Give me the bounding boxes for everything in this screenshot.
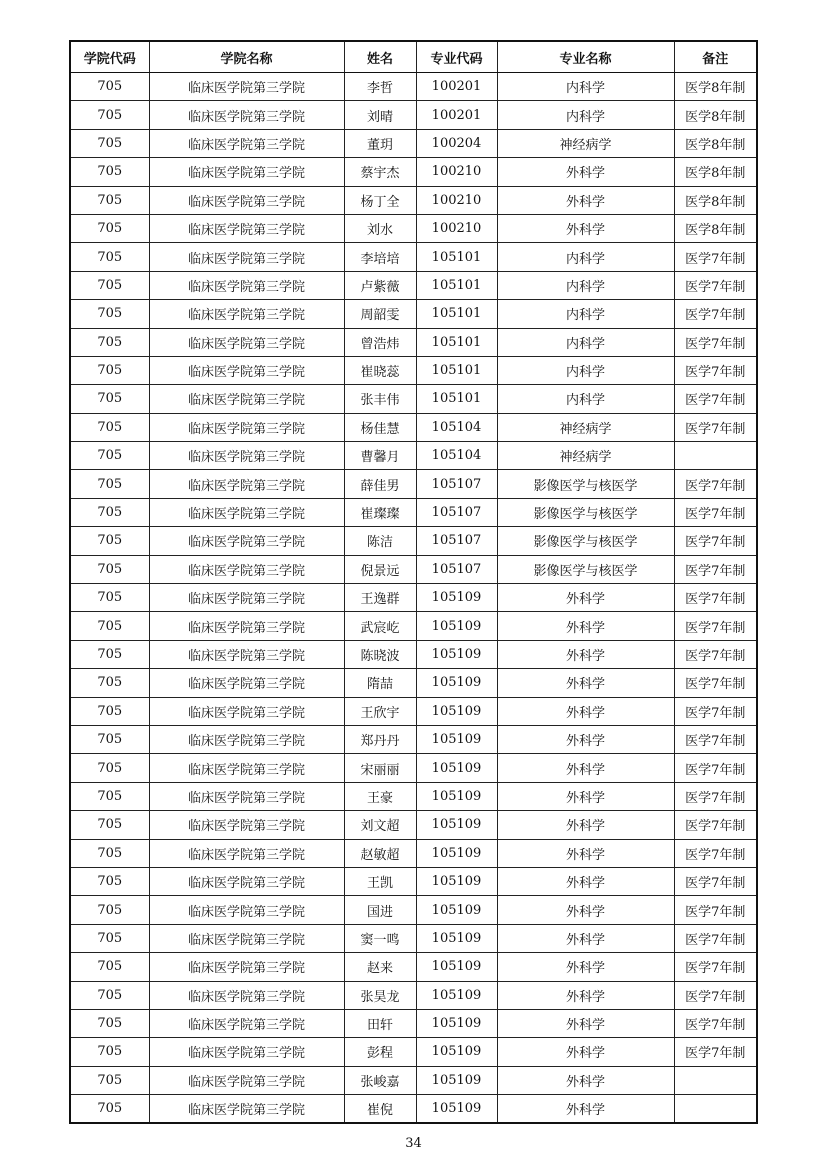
major-code-cell: 105109: [416, 782, 497, 810]
major-code-cell: 105109: [416, 1009, 497, 1037]
student-name-cell: 彭程: [344, 1038, 416, 1066]
major-name-cell: 外科学: [497, 867, 674, 895]
remarks-cell: 医学8年制: [674, 158, 757, 186]
student-name-cell: 董玥: [344, 129, 416, 157]
major-name-cell: 外科学: [497, 214, 674, 242]
college-code-cell: 705: [70, 356, 149, 384]
major-name-cell: 内科学: [497, 356, 674, 384]
major-code-cell: 105101: [416, 356, 497, 384]
major-name-cell: 内科学: [497, 271, 674, 299]
table-row: [70, 470, 757, 498]
student-name-cell: 张昊龙: [344, 981, 416, 1009]
college-name-cell: 临床医学院第三学院: [149, 73, 344, 101]
college-code-cell: 705: [70, 867, 149, 895]
college-name-cell: 临床医学院第三学院: [149, 782, 344, 810]
remarks-cell: 医学7年制: [674, 356, 757, 384]
student-name-cell: 周韶雯: [344, 300, 416, 328]
remarks-cell: 医学7年制: [674, 981, 757, 1009]
remarks-cell: 医学7年制: [674, 924, 757, 952]
major-code-cell: 105109: [416, 725, 497, 753]
major-name-cell: 神经病学: [497, 129, 674, 157]
table-row: [70, 129, 757, 157]
college-code-cell: 705: [70, 924, 149, 952]
header-college-name: 学院名称: [149, 41, 344, 73]
table-row: [70, 669, 757, 697]
remarks-cell: 医学7年制: [674, 953, 757, 981]
major-name-cell: 外科学: [497, 782, 674, 810]
major-name-cell: 内科学: [497, 300, 674, 328]
student-name-cell: 张峻嘉: [344, 1066, 416, 1094]
remarks-cell: 医学8年制: [674, 129, 757, 157]
college-name-cell: 临床医学院第三学院: [149, 754, 344, 782]
table-row: [70, 271, 757, 299]
student-name-cell: 崔倪: [344, 1095, 416, 1124]
major-name-cell: 影像医学与核医学: [497, 527, 674, 555]
table-body: [70, 73, 757, 1124]
major-name-cell: 外科学: [497, 1038, 674, 1066]
student-name-cell: 卢紫薇: [344, 271, 416, 299]
college-name-cell: 临床医学院第三学院: [149, 725, 344, 753]
table-row: [70, 73, 757, 101]
college-code-cell: 705: [70, 811, 149, 839]
major-code-cell: 105101: [416, 243, 497, 271]
college-code-cell: 705: [70, 186, 149, 214]
major-code-cell: 105109: [416, 839, 497, 867]
college-name-cell: 临床医学院第三学院: [149, 527, 344, 555]
major-name-cell: 外科学: [497, 1066, 674, 1094]
college-name-cell: 临床医学院第三学院: [149, 1038, 344, 1066]
major-code-cell: 105109: [416, 754, 497, 782]
student-name-cell: 王豪: [344, 782, 416, 810]
table-row: [70, 754, 757, 782]
major-code-cell: 100204: [416, 129, 497, 157]
major-code-cell: 105109: [416, 924, 497, 952]
college-code-cell: 705: [70, 640, 149, 668]
table-row: [70, 527, 757, 555]
major-name-cell: 外科学: [497, 725, 674, 753]
college-name-cell: 临床医学院第三学院: [149, 1066, 344, 1094]
college-code-cell: 705: [70, 697, 149, 725]
college-code-cell: 705: [70, 385, 149, 413]
college-name-cell: 临床医学院第三学院: [149, 356, 344, 384]
major-name-cell: 外科学: [497, 839, 674, 867]
student-name-cell: 杨佳慧: [344, 413, 416, 441]
major-code-cell: 105109: [416, 640, 497, 668]
major-code-cell: 100201: [416, 101, 497, 129]
major-name-cell: 外科学: [497, 1095, 674, 1124]
student-name-cell: 赵来: [344, 953, 416, 981]
college-name-cell: 临床医学院第三学院: [149, 385, 344, 413]
college-code-cell: 705: [70, 498, 149, 526]
college-code-cell: 705: [70, 669, 149, 697]
college-code-cell: 705: [70, 725, 149, 753]
major-name-cell: 外科学: [497, 186, 674, 214]
table-row: [70, 385, 757, 413]
student-name-cell: 崔璨璨: [344, 498, 416, 526]
major-name-cell: 影像医学与核医学: [497, 470, 674, 498]
table-row: [70, 924, 757, 952]
table-row: [70, 1038, 757, 1066]
table-row: [70, 612, 757, 640]
major-code-cell: 105109: [416, 612, 497, 640]
major-code-cell: 105107: [416, 498, 497, 526]
college-name-cell: 临床医学院第三学院: [149, 640, 344, 668]
major-name-cell: 内科学: [497, 328, 674, 356]
remarks-cell: 医学7年制: [674, 811, 757, 839]
major-code-cell: 100210: [416, 158, 497, 186]
table-header: [70, 41, 757, 73]
major-code-cell: 105109: [416, 697, 497, 725]
major-code-cell: 105101: [416, 385, 497, 413]
major-code-cell: 105109: [416, 669, 497, 697]
college-code-cell: 705: [70, 1009, 149, 1037]
header-college-code: 学院代码: [70, 41, 149, 73]
college-name-cell: 临床医学院第三学院: [149, 924, 344, 952]
header-major-name: 专业名称: [497, 41, 674, 73]
header-remarks: 备注: [674, 41, 757, 73]
table-row: [70, 186, 757, 214]
college-name-cell: 临床医学院第三学院: [149, 584, 344, 612]
major-name-cell: 外科学: [497, 1009, 674, 1037]
table-row: [70, 697, 757, 725]
table-row: [70, 867, 757, 895]
college-name-cell: 临床医学院第三学院: [149, 186, 344, 214]
student-name-cell: 国进: [344, 896, 416, 924]
college-name-cell: 临床医学院第三学院: [149, 442, 344, 470]
college-name-cell: 临床医学院第三学院: [149, 129, 344, 157]
student-name-cell: 李哲: [344, 73, 416, 101]
major-code-cell: 105107: [416, 470, 497, 498]
table-row: [70, 101, 757, 129]
college-code-cell: 705: [70, 896, 149, 924]
remarks-cell: 医学7年制: [674, 555, 757, 583]
student-name-cell: 薛佳男: [344, 470, 416, 498]
major-name-cell: 神经病学: [497, 413, 674, 441]
college-code-cell: 705: [70, 527, 149, 555]
college-code-cell: 705: [70, 981, 149, 1009]
header-major-code: 专业代码: [416, 41, 497, 73]
page-number: 34: [405, 1136, 422, 1151]
college-name-cell: 临床医学院第三学院: [149, 158, 344, 186]
remarks-cell: 医学7年制: [674, 527, 757, 555]
remarks-cell: 医学7年制: [674, 328, 757, 356]
table-row: [70, 896, 757, 924]
college-code-cell: 705: [70, 300, 149, 328]
student-list-table: [69, 40, 758, 1124]
college-code-cell: 705: [70, 782, 149, 810]
table-row: [70, 1066, 757, 1094]
college-name-cell: 临床医学院第三学院: [149, 896, 344, 924]
table-row: [70, 1095, 757, 1124]
student-name-cell: 曹馨月: [344, 442, 416, 470]
major-name-cell: 内科学: [497, 243, 674, 271]
college-code-cell: 705: [70, 555, 149, 583]
remarks-cell: 医学8年制: [674, 101, 757, 129]
major-code-cell: 105109: [416, 1095, 497, 1124]
major-code-cell: 105101: [416, 300, 497, 328]
remarks-cell: 医学7年制: [674, 413, 757, 441]
major-code-cell: 105109: [416, 1066, 497, 1094]
student-name-cell: 倪景远: [344, 555, 416, 583]
student-name-cell: 王欣宇: [344, 697, 416, 725]
major-name-cell: 外科学: [497, 584, 674, 612]
college-code-cell: 705: [70, 413, 149, 441]
remarks-cell: 医学7年制: [674, 725, 757, 753]
table-row: [70, 300, 757, 328]
student-name-cell: 李培培: [344, 243, 416, 271]
college-name-cell: 临床医学院第三学院: [149, 470, 344, 498]
student-name-cell: 隋喆: [344, 669, 416, 697]
college-name-cell: 临床医学院第三学院: [149, 1095, 344, 1124]
college-code-cell: 705: [70, 214, 149, 242]
college-name-cell: 临床医学院第三学院: [149, 498, 344, 526]
major-name-cell: 外科学: [497, 811, 674, 839]
major-code-cell: 105109: [416, 867, 497, 895]
table-row: [70, 442, 757, 470]
major-name-cell: 外科学: [497, 953, 674, 981]
remarks-cell: 医学7年制: [674, 782, 757, 810]
college-code-cell: 705: [70, 1095, 149, 1124]
college-code-cell: 705: [70, 271, 149, 299]
remarks-cell: 医学7年制: [674, 584, 757, 612]
college-name-cell: 临床医学院第三学院: [149, 413, 344, 441]
college-name-cell: 临床医学院第三学院: [149, 669, 344, 697]
table-row: [70, 953, 757, 981]
table-row: [70, 584, 757, 612]
college-name-cell: 临床医学院第三学院: [149, 839, 344, 867]
student-name-cell: 曾浩炜: [344, 328, 416, 356]
college-code-cell: 705: [70, 584, 149, 612]
major-name-cell: 影像医学与核医学: [497, 555, 674, 583]
college-code-cell: 705: [70, 243, 149, 271]
major-code-cell: 105109: [416, 1038, 497, 1066]
college-name-cell: 临床医学院第三学院: [149, 214, 344, 242]
student-name-cell: 陈晓波: [344, 640, 416, 668]
major-code-cell: 105109: [416, 953, 497, 981]
college-code-cell: 705: [70, 442, 149, 470]
remarks-cell: 医学7年制: [674, 896, 757, 924]
major-code-cell: 105109: [416, 811, 497, 839]
major-code-cell: 105109: [416, 981, 497, 1009]
college-code-cell: 705: [70, 1038, 149, 1066]
remarks-cell: [674, 442, 757, 470]
remarks-cell: 医学7年制: [674, 470, 757, 498]
major-name-cell: 外科学: [497, 754, 674, 782]
student-name-cell: 窦一鸣: [344, 924, 416, 952]
college-name-cell: 临床医学院第三学院: [149, 328, 344, 356]
remarks-cell: 医学7年制: [674, 754, 757, 782]
major-name-cell: 内科学: [497, 73, 674, 101]
college-name-cell: 临床医学院第三学院: [149, 555, 344, 583]
remarks-cell: 医学7年制: [674, 697, 757, 725]
major-code-cell: 105109: [416, 584, 497, 612]
table-row: [70, 214, 757, 242]
major-name-cell: 外科学: [497, 640, 674, 668]
table-row: [70, 839, 757, 867]
remarks-cell: 医学8年制: [674, 214, 757, 242]
major-code-cell: 105104: [416, 442, 497, 470]
major-code-cell: 105101: [416, 328, 497, 356]
major-name-cell: 外科学: [497, 158, 674, 186]
student-name-cell: 刘水: [344, 214, 416, 242]
remarks-cell: 医学7年制: [674, 243, 757, 271]
major-code-cell: 100210: [416, 214, 497, 242]
college-code-cell: 705: [70, 101, 149, 129]
header-student-name: 姓名: [344, 41, 416, 73]
student-name-cell: 宋丽丽: [344, 754, 416, 782]
student-name-cell: 崔晓蕊: [344, 356, 416, 384]
student-name-cell: 刘晴: [344, 101, 416, 129]
remarks-cell: 医学7年制: [674, 271, 757, 299]
table-row: [70, 328, 757, 356]
major-code-cell: 105107: [416, 555, 497, 583]
student-name-cell: 郑丹丹: [344, 725, 416, 753]
remarks-cell: 医学7年制: [674, 1009, 757, 1037]
major-code-cell: 105107: [416, 527, 497, 555]
remarks-cell: 医学8年制: [674, 73, 757, 101]
college-code-cell: 705: [70, 158, 149, 186]
table-row: [70, 243, 757, 271]
major-name-cell: 影像医学与核医学: [497, 498, 674, 526]
college-code-cell: 705: [70, 1066, 149, 1094]
table-row: [70, 158, 757, 186]
college-name-cell: 临床医学院第三学院: [149, 271, 344, 299]
major-code-cell: 100210: [416, 186, 497, 214]
student-name-cell: 王逸群: [344, 584, 416, 612]
table-row: [70, 725, 757, 753]
table-row: [70, 782, 757, 810]
student-name-cell: 田轩: [344, 1009, 416, 1037]
college-name-cell: 临床医学院第三学院: [149, 811, 344, 839]
major-code-cell: 105109: [416, 896, 497, 924]
student-name-cell: 武宸屹: [344, 612, 416, 640]
student-name-cell: 刘文超: [344, 811, 416, 839]
major-name-cell: 内科学: [497, 385, 674, 413]
major-name-cell: 内科学: [497, 101, 674, 129]
college-name-cell: 临床医学院第三学院: [149, 953, 344, 981]
college-name-cell: 临床医学院第三学院: [149, 243, 344, 271]
remarks-cell: [674, 1066, 757, 1094]
major-name-cell: 外科学: [497, 981, 674, 1009]
student-name-cell: 张丰伟: [344, 385, 416, 413]
major-code-cell: 105104: [416, 413, 497, 441]
remarks-cell: 医学7年制: [674, 1038, 757, 1066]
remarks-cell: 医学7年制: [674, 385, 757, 413]
college-code-cell: 705: [70, 129, 149, 157]
student-name-cell: 蔡宇杰: [344, 158, 416, 186]
college-code-cell: 705: [70, 839, 149, 867]
college-name-cell: 临床医学院第三学院: [149, 981, 344, 1009]
remarks-cell: 医学7年制: [674, 300, 757, 328]
table-row: [70, 811, 757, 839]
college-name-cell: 临床医学院第三学院: [149, 101, 344, 129]
college-code-cell: 705: [70, 953, 149, 981]
remarks-cell: 医学7年制: [674, 867, 757, 895]
major-name-cell: 外科学: [497, 612, 674, 640]
student-name-cell: 杨丁全: [344, 186, 416, 214]
college-name-cell: 临床医学院第三学院: [149, 697, 344, 725]
major-name-cell: 外科学: [497, 924, 674, 952]
college-code-cell: 705: [70, 73, 149, 101]
college-name-cell: 临床医学院第三学院: [149, 867, 344, 895]
remarks-cell: 医学7年制: [674, 839, 757, 867]
remarks-cell: [674, 1095, 757, 1124]
college-code-cell: 705: [70, 612, 149, 640]
college-name-cell: 临床医学院第三学院: [149, 300, 344, 328]
student-name-cell: 赵敏超: [344, 839, 416, 867]
college-code-cell: 705: [70, 754, 149, 782]
college-code-cell: 705: [70, 328, 149, 356]
major-name-cell: 外科学: [497, 896, 674, 924]
remarks-cell: 医学8年制: [674, 186, 757, 214]
remarks-cell: 医学7年制: [674, 612, 757, 640]
student-name-cell: 陈洁: [344, 527, 416, 555]
header-row: [70, 41, 757, 73]
table-row: [70, 555, 757, 583]
table-row: [70, 1009, 757, 1037]
major-name-cell: 神经病学: [497, 442, 674, 470]
table-row: [70, 640, 757, 668]
major-name-cell: 外科学: [497, 697, 674, 725]
college-code-cell: 705: [70, 470, 149, 498]
major-name-cell: 外科学: [497, 669, 674, 697]
remarks-cell: 医学7年制: [674, 640, 757, 668]
college-name-cell: 临床医学院第三学院: [149, 612, 344, 640]
table-row: [70, 981, 757, 1009]
remarks-cell: 医学7年制: [674, 669, 757, 697]
table-row: [70, 413, 757, 441]
remarks-cell: 医学7年制: [674, 498, 757, 526]
table-row: [70, 356, 757, 384]
table-row: [70, 498, 757, 526]
student-name-cell: 王凯: [344, 867, 416, 895]
major-code-cell: 105101: [416, 271, 497, 299]
major-code-cell: 100201: [416, 73, 497, 101]
college-name-cell: 临床医学院第三学院: [149, 1009, 344, 1037]
